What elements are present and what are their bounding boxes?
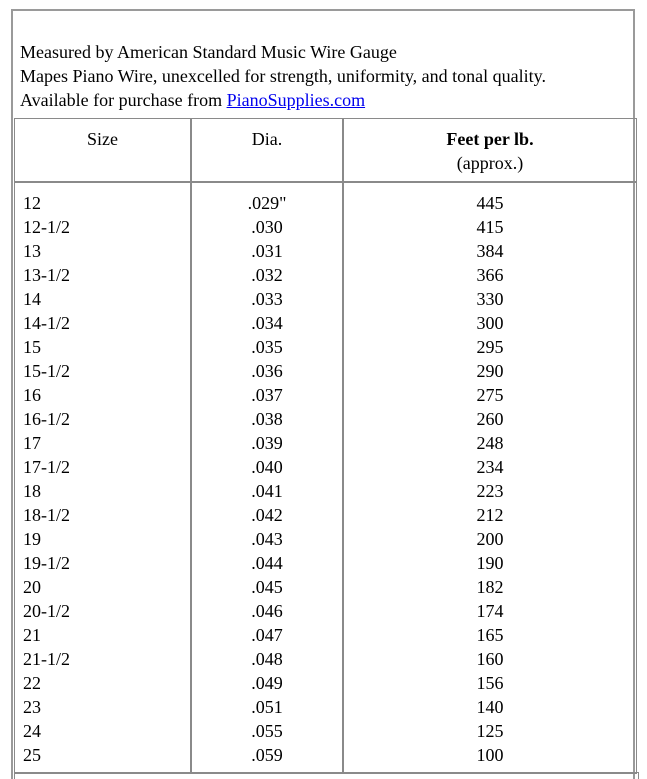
dia-cell: .041 (251, 481, 283, 501)
header-dia-label: Dia. (251, 129, 283, 149)
feet-cell: 260 (476, 409, 504, 429)
size-cell: 16-1/2 (23, 409, 70, 429)
intro-line-mapes: Mapes Piano Wire, unexcelled for strength, uniformity, and tonal quality. (20, 66, 546, 86)
feet-cell: 275 (476, 385, 504, 405)
feet-cell: 190 (476, 553, 504, 573)
dia-cell: .036 (251, 361, 283, 381)
dia-cell: .029" (247, 193, 287, 213)
feet-cell: 100 (476, 745, 504, 765)
size-cell: 19 (23, 529, 41, 549)
dia-cell: .037 (251, 385, 283, 405)
dia-cell: .048 (251, 649, 283, 669)
header-dia (191, 118, 343, 182)
size-cell: 19-1/2 (23, 553, 70, 573)
dia-cell: .030 (251, 217, 283, 237)
dia-cell: .038 (251, 409, 283, 429)
dia-cell: .046 (251, 601, 283, 621)
size-cell: 16 (23, 385, 41, 405)
size-cell: 18-1/2 (23, 505, 70, 525)
feet-column (343, 182, 637, 774)
feet-cell: 165 (476, 625, 504, 645)
size-cell: 14-1/2 (23, 313, 70, 333)
feet-cell: 248 (476, 433, 504, 453)
feet-cell: 156 (476, 673, 504, 693)
size-cell: 13-1/2 (23, 265, 70, 285)
dia-cell: .044 (251, 553, 283, 573)
dia-cell: .043 (251, 529, 283, 549)
dia-cell: .049 (251, 673, 283, 693)
size-cell: 25 (23, 745, 41, 765)
feet-cell: 140 (476, 697, 504, 717)
dia-cell: .055 (251, 721, 283, 741)
size-cell: 13 (23, 241, 41, 261)
size-cell: 12-1/2 (23, 217, 70, 237)
size-column (14, 182, 191, 774)
feet-cell: 174 (476, 601, 504, 621)
feet-cell: 415 (476, 217, 504, 237)
purchase-prefix: Available for purchase from (20, 90, 227, 110)
feet-cell: 445 (476, 193, 504, 213)
feet-cell: 212 (476, 505, 504, 525)
dia-cell: .042 (251, 505, 283, 525)
size-cell: 22 (23, 673, 41, 693)
size-cell: 20-1/2 (23, 601, 70, 621)
feet-cell: 125 (476, 721, 504, 741)
dia-cell: .040 (251, 457, 283, 477)
feet-cell: 290 (476, 361, 504, 381)
next-table-row-edge (14, 772, 639, 779)
size-cell: 15 (23, 337, 41, 357)
intro-line-gauge: Measured by American Standard Music Wire Gauge (20, 42, 397, 62)
dia-cell: .039 (251, 433, 283, 453)
dia-column (191, 182, 343, 774)
feet-cell: 330 (476, 289, 504, 309)
dia-cell: .035 (251, 337, 283, 357)
size-cell: 14 (23, 289, 41, 309)
size-cell: 15-1/2 (23, 361, 70, 381)
pianosupplies-link[interactable]: PianoSupplies.com (226, 90, 366, 110)
header-size-label: Size (87, 129, 118, 149)
intro-text (20, 40, 546, 112)
feet-cell: 223 (476, 481, 504, 501)
size-cell: 18 (23, 481, 41, 501)
feet-cell: 366 (476, 265, 504, 285)
size-cell: 21-1/2 (23, 649, 70, 669)
feet-cell: 160 (476, 649, 504, 669)
header-feet-sublabel: (approx.) (456, 153, 524, 173)
size-cell: 12 (23, 193, 41, 213)
size-cell: 24 (23, 721, 41, 741)
size-cell: 23 (23, 697, 41, 717)
table-header-row (14, 118, 639, 182)
dia-cell: .045 (251, 577, 283, 597)
table-body (14, 182, 639, 774)
feet-cell: 295 (476, 337, 504, 357)
header-feet-label: Feet per lb. (446, 129, 534, 149)
feet-cell: 384 (476, 241, 504, 261)
header-size (14, 118, 191, 182)
feet-cell: 234 (476, 457, 504, 477)
dia-cell: .032 (251, 265, 283, 285)
header-feet-per-lb (343, 118, 637, 182)
size-cell: 17-1/2 (23, 457, 70, 477)
dia-cell: .051 (251, 697, 283, 717)
feet-cell: 300 (476, 313, 504, 333)
dia-cell: .047 (251, 625, 283, 645)
feet-cell: 200 (476, 529, 504, 549)
size-cell: 21 (23, 625, 41, 645)
dia-cell: .033 (251, 289, 283, 309)
intro-line-purchase (20, 88, 546, 112)
feet-cell: 182 (476, 577, 504, 597)
size-cell: 20 (23, 577, 41, 597)
dia-cell: .031 (251, 241, 283, 261)
size-cell: 17 (23, 433, 41, 453)
dia-cell: .034 (251, 313, 283, 333)
dia-cell: .059 (251, 745, 283, 765)
